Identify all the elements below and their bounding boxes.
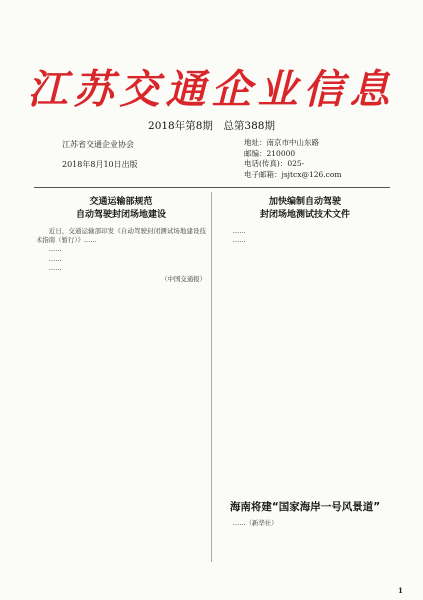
article-right	[220, 196, 390, 245]
article-right-headline-line1: 加快编制自动驾驶	[268, 197, 341, 207]
contact-phone: 电话(传真)：025-	[244, 159, 305, 168]
contact-block	[244, 138, 341, 180]
article-right-body	[220, 227, 390, 245]
article-right-headline	[220, 196, 390, 221]
article-left-source: （中国交通报）	[161, 275, 206, 284]
masthead-title: 江苏交通企业信息	[27, 67, 396, 113]
contact-address: 地址：南京市中山东路	[244, 138, 319, 147]
header-rule	[34, 187, 390, 188]
column-divider	[211, 192, 212, 562]
article-left-body	[36, 227, 206, 273]
article-left-paragraph: ……	[48, 263, 62, 272]
page-number: 1	[398, 586, 403, 595]
publisher-name: 江苏省交通企业协会	[62, 140, 134, 149]
article-left-headline	[36, 196, 206, 221]
contact-email: 电子邮箱：jsjtcx@126.com	[244, 169, 342, 179]
article-right-headline-line2: 封闭场地测试技术文件	[259, 209, 350, 220]
brief-headline: 海南将建“国家海岸一号风景道”	[229, 501, 381, 513]
article-left-headline-line2: 自动驾驶封闭场地建设	[75, 209, 166, 220]
article-left-paragraph: ……	[48, 254, 62, 263]
brief-text: ……（新华社）	[232, 519, 278, 527]
issue-line: 2018年第8期 总第388期	[148, 120, 275, 132]
article-left	[36, 196, 206, 284]
contact-postcode: 邮编：210000	[244, 148, 296, 158]
article-left-headline-line1: 交通运输部规范	[89, 197, 153, 207]
article-left-paragraph: 近日，交通运输部印发《自动驾驶封闭测试场地建设技术指南（暂行）》……	[36, 227, 206, 245]
article-right-paragraph: ……	[232, 227, 246, 235]
brief-body	[220, 519, 390, 528]
article-right-paragraph: ……	[232, 236, 246, 245]
publication-date: 2018年8月10日出版	[62, 160, 138, 169]
article-left-paragraph: ……	[48, 245, 62, 254]
